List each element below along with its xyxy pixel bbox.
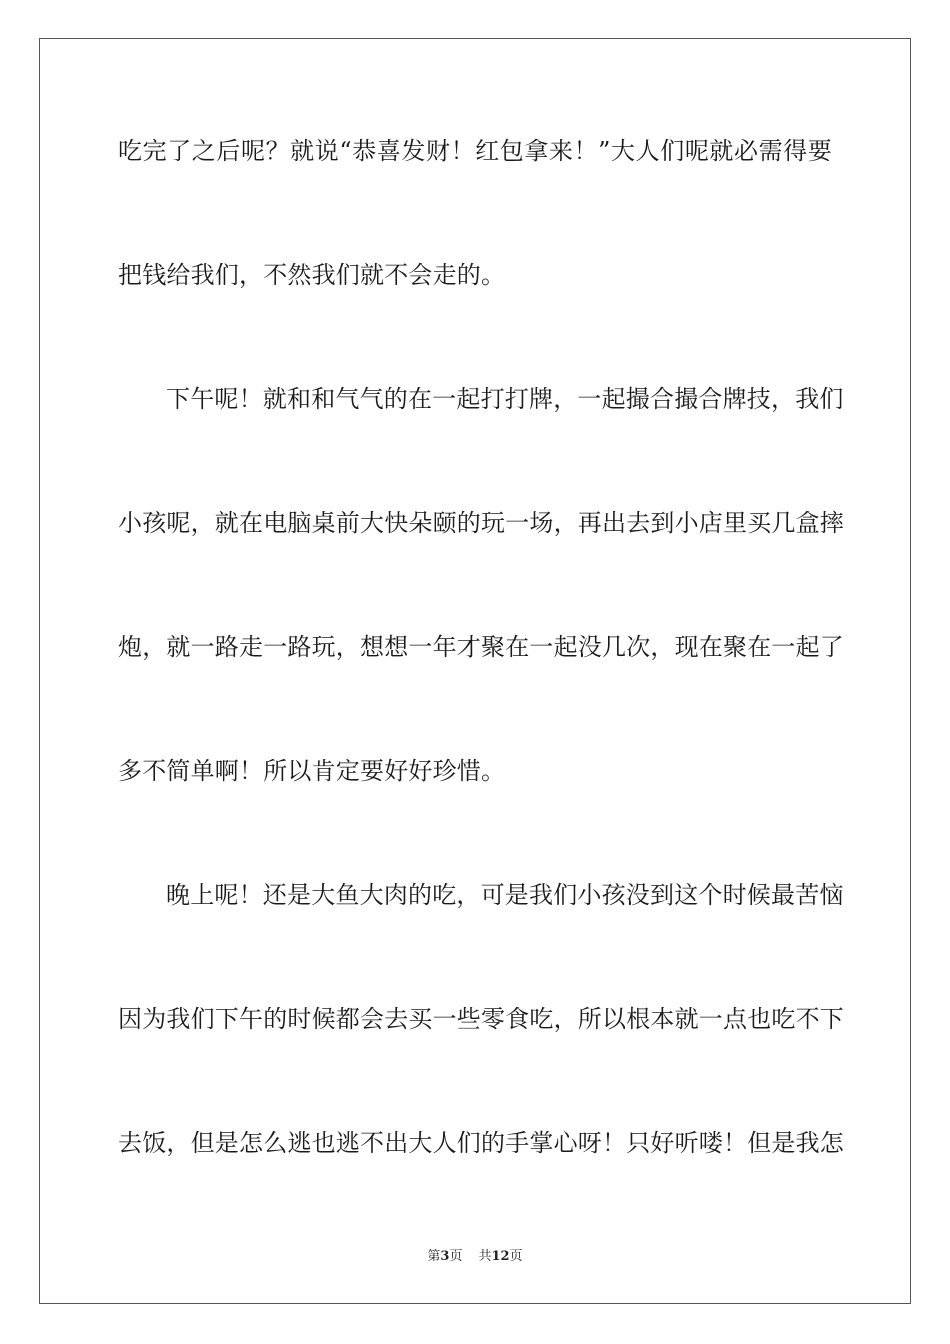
paragraph-first-line: 晚上呢！还是大鱼大肉的吃，可是我们小孩没到这个时候最苦恼 (166, 881, 844, 909)
page-label-prefix: 第 (427, 1249, 441, 1264)
text-line: 把钱给我们，不然我们就不会走的。 (118, 261, 506, 289)
total-label-suffix: 页 (509, 1249, 523, 1264)
text-line: 去饭，但是怎么逃也逃不出大人们的手掌心呀！只好听喽！但是我怎 (118, 1129, 844, 1157)
total-page-count: 12 (491, 1249, 510, 1264)
text-line: 炮，就一路走一路玩，想想一年才聚在一起没几次，现在聚在一起了 (118, 633, 844, 661)
current-page-number: 3 (440, 1249, 450, 1264)
page-footer (0, 1248, 950, 1266)
page-label-suffix: 页 (449, 1249, 463, 1264)
text-line: 多不简单啊！所以肯定要好好珍惜。 (118, 757, 506, 785)
text-line: 因为我们下午的时候都会去买一些零食吃，所以根本就一点也吃不下 (118, 1005, 844, 1033)
page-border (39, 38, 911, 1304)
text-line: 吃完了之后呢？就说“恭喜发财！红包拿来！”大人们呢就必需得要 (118, 137, 832, 165)
total-label-prefix: 共 (478, 1249, 492, 1264)
paragraph-first-line: 下午呢！就和和气气的在一起打打牌，一起撮合撮合牌技，我们 (166, 385, 844, 413)
text-line: 小孩呢，就在电脑桌前大快朵颐的玩一场，再出去到小店里买几盒摔 (118, 509, 844, 537)
